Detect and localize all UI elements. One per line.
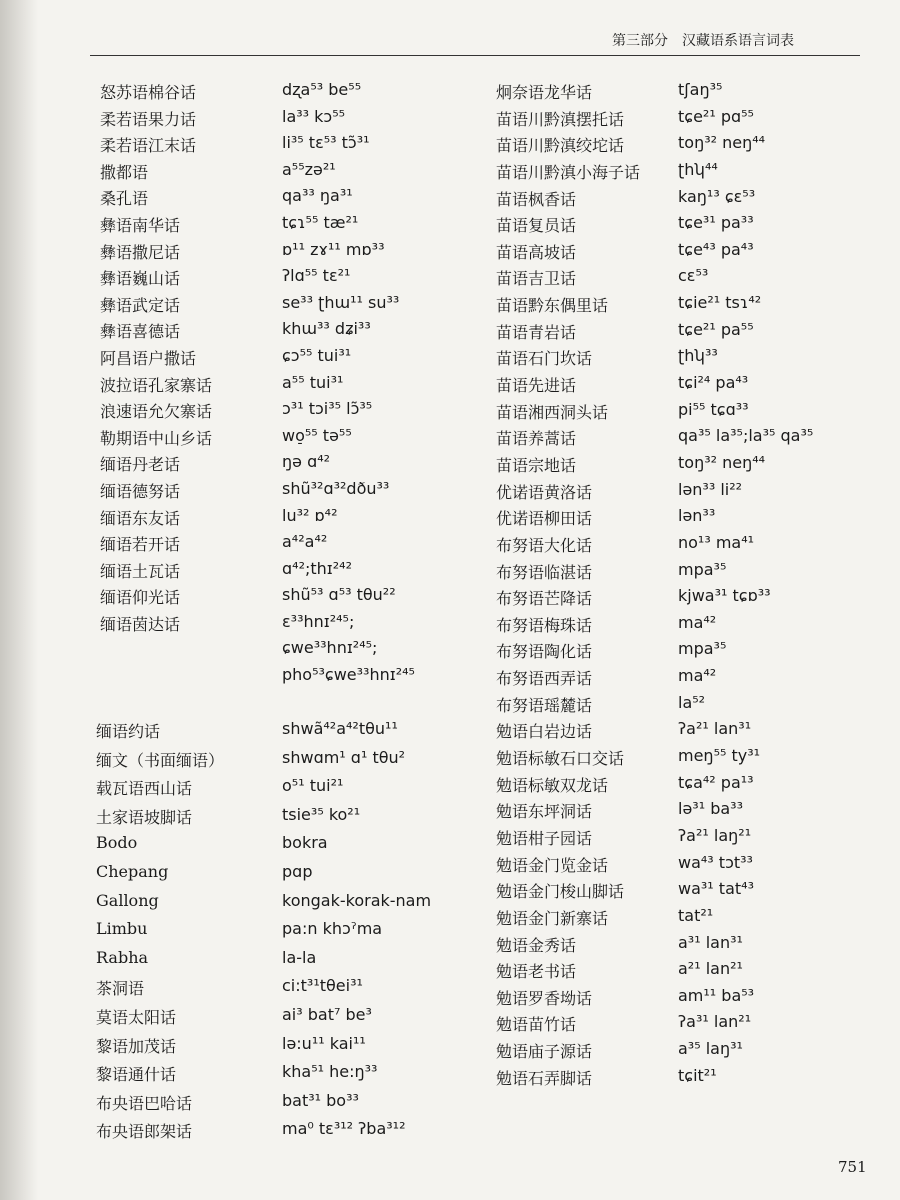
entry-row (496, 693, 876, 720)
language-name: 勉语标敏石口交话 (496, 749, 625, 769)
running-header: 第三部分 汉藏语系语言词表 (612, 33, 794, 49)
language-name: 苗语石门坎话 (496, 349, 593, 369)
language-name: 苗语复员话 (496, 216, 577, 236)
entry-row (96, 776, 496, 805)
entry-row (496, 613, 876, 640)
language-name: 布努语西弄话 (496, 669, 593, 689)
left-column-upper (100, 80, 500, 692)
word-form: wa³¹ tat⁴³ (678, 879, 754, 899)
language-name: 缅语约话 (96, 722, 161, 741)
language-name: 勉语金门梭山脚话 (496, 882, 625, 902)
word-form: a²¹ lan²¹ (678, 959, 743, 979)
language-name: Bodo (96, 833, 138, 853)
entry-row (496, 320, 876, 347)
entry-row (496, 959, 876, 986)
word-form: tɕe³¹ pa³³ (678, 213, 754, 233)
language-name: 优诺语柳田话 (496, 509, 593, 529)
entry-row (496, 506, 876, 533)
language-name: 布央语巴哈话 (96, 1093, 193, 1113)
word-form: bat³¹ bo³³ (282, 1090, 359, 1110)
word-form: wo̠⁵⁵ tə⁵⁵ (282, 425, 352, 445)
entry-row (496, 80, 876, 107)
word-form: qa³³ ŋa³¹ (282, 186, 353, 206)
word-form: cɛ⁵³ (678, 266, 709, 286)
entry-row (96, 748, 496, 777)
word-form: tɕie²¹ tsɿ⁴² (678, 293, 762, 313)
entry-row (100, 479, 500, 506)
entry-row (100, 133, 500, 160)
entry-row (496, 906, 876, 933)
entry-row (496, 986, 876, 1013)
page-number: 751 (838, 1158, 867, 1176)
word-form: tʃaŋ³⁵ (678, 80, 723, 99)
entry-row (100, 665, 500, 692)
word-form: wa⁴³ tɔt³³ (678, 852, 753, 872)
language-name: 柔若语果力话 (100, 109, 197, 129)
language-name: 优诺语黄洛话 (496, 482, 593, 502)
entry-row (96, 719, 496, 748)
word-form: ʈhʮ³³ (678, 346, 718, 366)
entry-row (100, 612, 500, 639)
language-name: 苗语先进话 (496, 376, 577, 396)
language-name: 勉语东坪洞话 (496, 802, 593, 822)
word-form: shwã⁴²a⁴²tθu¹¹ (282, 719, 398, 738)
entry-row (496, 373, 876, 400)
word-form: a³¹ lan³¹ (678, 932, 743, 952)
entry-row (496, 773, 876, 800)
word-form: meŋ⁵⁵ ty³¹ (678, 746, 761, 766)
word-form: ŋə ɑ⁴² (282, 452, 331, 472)
word-form: lən³³ (678, 506, 716, 526)
word-form: lə:u¹¹ kai¹¹ (282, 1033, 366, 1053)
word-form: ɔ³¹ tɔi³⁵ lɔ̃³⁵ (282, 399, 373, 419)
entry-row (96, 891, 496, 920)
language-name: 缅语东友话 (100, 508, 181, 528)
word-form: ʔa²¹ lan³¹ (678, 719, 752, 739)
word-form: dʐa⁵³ be⁵⁵ (282, 80, 362, 99)
language-name: 布努语陶化话 (496, 642, 593, 662)
language-name: 苗语吉卫话 (496, 269, 577, 289)
language-name: 勒期语中山乡话 (100, 428, 213, 448)
word-form: tɕa⁴² pa¹³ (678, 772, 754, 792)
language-name: 布努语临湛话 (496, 562, 593, 582)
word-form: toŋ³² neŋ⁴⁴ (678, 133, 766, 153)
entry-row (496, 879, 876, 906)
word-form: shũ³²ɑ³²dðu³³ (282, 478, 390, 498)
word-form: ma⁰ tɛ³¹² ʔba³¹² (282, 1119, 406, 1139)
entry-row (496, 1066, 876, 1093)
entry-row (496, 293, 876, 320)
word-form: tɕe²¹ pɑ⁵⁵ (678, 106, 754, 126)
entry-row (100, 346, 500, 373)
entry-row (496, 746, 876, 773)
language-name: 布努语瑶麓话 (496, 695, 593, 715)
word-form: kongak-korak-nam (282, 890, 432, 910)
entry-row (100, 240, 500, 267)
language-name: 勉语罗香坳话 (496, 988, 593, 1008)
entry-row (496, 266, 876, 293)
word-form: la-la (282, 947, 317, 967)
entry-row (96, 919, 496, 948)
word-form: pi⁵⁵ tɕɑ³³ (678, 399, 749, 419)
language-name: 缅文（书面缅语） (96, 750, 225, 770)
word-form: tɕit²¹ (678, 1065, 717, 1085)
language-name: 缅语土瓦话 (100, 561, 181, 581)
word-form: am¹¹ ba⁵³ (678, 985, 755, 1005)
word-form: khɯ³³ dʑi³³ (282, 319, 371, 339)
language-name: 桑孔语 (100, 189, 149, 209)
entry-row (496, 1012, 876, 1039)
language-name: 苗语黔东偶里话 (496, 296, 609, 316)
language-name: 缅语茵达话 (100, 614, 181, 634)
entry-row (100, 160, 500, 187)
language-name: 勉语柑子园话 (496, 828, 593, 848)
entry-row (100, 506, 500, 533)
language-name: 彝语撒尼话 (100, 242, 181, 262)
language-name: 莫语太阳话 (96, 1007, 177, 1027)
word-form: o⁵¹ tui²¹ (282, 776, 344, 796)
entry-row (496, 187, 876, 214)
word-form: ɒ¹¹ zɤ¹¹ mɒ³³ (282, 239, 385, 259)
word-form: bokra (282, 833, 328, 853)
language-name: 苗语高坡话 (496, 242, 577, 262)
word-form: pa:n khɔˀma (282, 919, 383, 939)
language-name: 苗语川黔滇小海子话 (496, 162, 641, 182)
word-form: a³⁵ laŋ³¹ (678, 1039, 743, 1059)
word-form: ʈhʮ⁴⁴ (678, 159, 718, 179)
language-name: 土家语坡脚话 (96, 807, 193, 827)
word-form: la⁵² (678, 692, 706, 712)
language-name: 缅语若开话 (100, 535, 181, 555)
language-name: 浪速语允欠寨话 (100, 402, 213, 422)
word-form: ɛ³³hnɪ²⁴⁵; (282, 611, 355, 631)
language-name: 勉语金门览金话 (496, 855, 609, 875)
word-form: no¹³ ma⁴¹ (678, 532, 755, 552)
entry-row (496, 533, 876, 560)
word-form: qa³⁵ la³⁵;la³⁵ qa³⁵ (678, 426, 814, 446)
entry-row (96, 976, 496, 1005)
word-form: shũ⁵³ ɑ⁵³ tθu²² (282, 585, 396, 605)
language-name: 缅语丹老话 (100, 455, 181, 475)
entry-row (496, 719, 876, 746)
entry-row (100, 80, 500, 107)
entry-row (496, 160, 876, 187)
word-form: ʔa³¹ lan²¹ (678, 1012, 752, 1032)
entry-row (100, 532, 500, 559)
language-name: 彝语武定话 (100, 295, 181, 315)
entry-row (496, 639, 876, 666)
language-name: 勉语金门新寨话 (496, 908, 609, 928)
language-name: 彝语南华话 (100, 215, 181, 235)
word-form: kha⁵¹ he:ŋ³³ (282, 1062, 378, 1082)
entry-row (496, 107, 876, 134)
language-name: 勉语庙子源话 (496, 1042, 593, 1062)
word-form: mpa³⁵ (678, 639, 727, 659)
word-form: a⁵⁵ tui³¹ (282, 372, 344, 392)
entry-row (100, 399, 500, 426)
word-form: ɕɔ⁵⁵ tui³¹ (282, 345, 352, 365)
word-form: ma⁴² (678, 666, 717, 686)
language-name: 勉语金秀话 (496, 935, 577, 955)
entry-row (496, 480, 876, 507)
entry-row (100, 293, 500, 320)
word-form: ɑ⁴²;thɪ²⁴² (282, 558, 352, 578)
entry-row (96, 862, 496, 891)
page-gutter-shadow (0, 0, 38, 1200)
entry-row (96, 1119, 496, 1148)
language-name: Gallong (96, 890, 159, 910)
language-name: 黎语加茂话 (96, 1036, 177, 1056)
language-name: 茶洞语 (96, 979, 145, 999)
language-name: 勉语石弄脚话 (496, 1068, 593, 1088)
language-name: 苗语宗地话 (496, 455, 577, 475)
word-form: ma⁴² (678, 612, 717, 632)
entry-row (96, 948, 496, 977)
word-form: kaŋ¹³ ɕɛ⁵³ (678, 186, 756, 206)
entry-row (496, 853, 876, 880)
language-name: 彝语喜德话 (100, 322, 181, 342)
entry-row (496, 400, 876, 427)
language-name: 彝语巍山话 (100, 269, 181, 289)
language-name: Limbu (96, 919, 148, 939)
language-name: 苗语川黔滇绞坨话 (496, 136, 625, 156)
word-form: tɕi²⁴ pa⁴³ (678, 373, 749, 393)
word-form: la³³ kɔ⁵⁵ (282, 106, 346, 126)
entry-row (496, 426, 876, 453)
word-form: li³⁵ tɛ⁵³ tɔ̃³¹ (282, 133, 370, 153)
entry-row (496, 1039, 876, 1066)
entry-row (96, 805, 496, 834)
language-name: 勉语老书话 (496, 962, 577, 982)
entry-row (100, 426, 500, 453)
entry-row (496, 240, 876, 267)
language-name: 布央语郎架话 (96, 1122, 193, 1142)
language-name: 布努语大化话 (496, 535, 593, 555)
entry-row (100, 186, 500, 213)
word-form: lu³² ɒ⁴² (282, 505, 338, 525)
left-column-lower (96, 719, 496, 1148)
entry-row (496, 346, 876, 373)
word-form: tɕɿ⁵⁵ tæ²¹ (282, 212, 359, 232)
entry-row (496, 453, 876, 480)
entry-row (496, 133, 876, 160)
word-form: a⁴²a⁴² (282, 532, 328, 552)
entry-row (100, 452, 500, 479)
language-name: 勉语白岩边话 (496, 722, 593, 742)
entry-row (96, 833, 496, 862)
entry-row (496, 933, 876, 960)
entry-row (96, 1034, 496, 1063)
language-name: 阿昌语户撒话 (100, 348, 197, 368)
language-name: 怒苏语棉谷话 (100, 83, 197, 102)
entry-row (100, 585, 500, 612)
entry-row (100, 213, 500, 240)
language-name: 苗语川黔滇摆托话 (496, 109, 625, 129)
word-form: pɑp (282, 861, 313, 881)
language-name: 波拉语孔家寨话 (100, 375, 213, 395)
word-form: pho⁵³ɕwe³³hnɪ²⁴⁵ (282, 665, 415, 685)
word-form: ai³ bat⁷ be³ (282, 1004, 372, 1024)
entry-row (100, 638, 500, 665)
word-form: toŋ³² neŋ⁴⁴ (678, 452, 766, 472)
language-name: 柔若语江末话 (100, 136, 197, 156)
entry-row (96, 1062, 496, 1091)
language-name: 苗语养蒿话 (496, 429, 577, 449)
language-name: 布努语芒降话 (496, 589, 593, 609)
word-form: tsie³⁵ ko²¹ (282, 804, 361, 824)
word-form: se³³ ʈhɯ¹¹ su³³ (282, 292, 400, 312)
language-name: 勉语标敏双龙话 (496, 775, 609, 795)
language-name: 撒都语 (100, 162, 149, 182)
language-name: 勉语苗竹话 (496, 1015, 577, 1035)
entry-row (496, 826, 876, 853)
word-form: kjwa³¹ tɕɒ³³ (678, 586, 771, 606)
header-rule (90, 55, 860, 56)
language-name: 布努语梅珠话 (496, 615, 593, 635)
language-name: 炯奈语龙华话 (496, 83, 593, 102)
entry-row (100, 266, 500, 293)
language-name: 黎语通什话 (96, 1065, 177, 1085)
word-form: mpa³⁵ (678, 559, 727, 579)
entry-row (496, 213, 876, 240)
word-form: ʔa²¹ laŋ²¹ (678, 825, 752, 845)
language-name: Chepang (96, 861, 169, 881)
entry-row (100, 107, 500, 134)
word-form: tɕe²¹ pa⁵⁵ (678, 319, 754, 339)
language-name: Rabha (96, 947, 149, 967)
language-name: 苗语青岩话 (496, 322, 577, 342)
language-name: 苗语枫香话 (496, 189, 577, 209)
language-name: 苗语湘西洞头话 (496, 402, 609, 422)
word-form: ɕwe³³hnɪ²⁴⁵; (282, 638, 378, 658)
language-name: 载瓦语西山话 (96, 779, 193, 799)
entry-row (496, 799, 876, 826)
entry-row (100, 559, 500, 586)
entry-row (100, 373, 500, 400)
word-form: tat²¹ (678, 905, 714, 925)
language-name: 缅语德努话 (100, 481, 181, 501)
right-column (496, 80, 876, 1092)
entry-row (496, 560, 876, 587)
word-form: ʔlɑ⁵⁵ tɛ²¹ (282, 266, 351, 286)
entry-row (496, 586, 876, 613)
word-form: a⁵⁵zə²¹ (282, 159, 336, 179)
word-form: ci:t³¹tθei³¹ (282, 976, 363, 996)
language-name: 缅语仰光话 (100, 588, 181, 608)
entry-row (96, 1005, 496, 1034)
word-form: tɕe⁴³ pa⁴³ (678, 239, 754, 259)
word-form: shwɑm¹ ɑ¹ tθu² (282, 747, 406, 767)
entry-row (96, 1091, 496, 1120)
entry-row (100, 319, 500, 346)
word-form: lən³³ li²² (678, 479, 743, 499)
entry-row (496, 666, 876, 693)
word-form: lə³¹ ba³³ (678, 799, 743, 819)
